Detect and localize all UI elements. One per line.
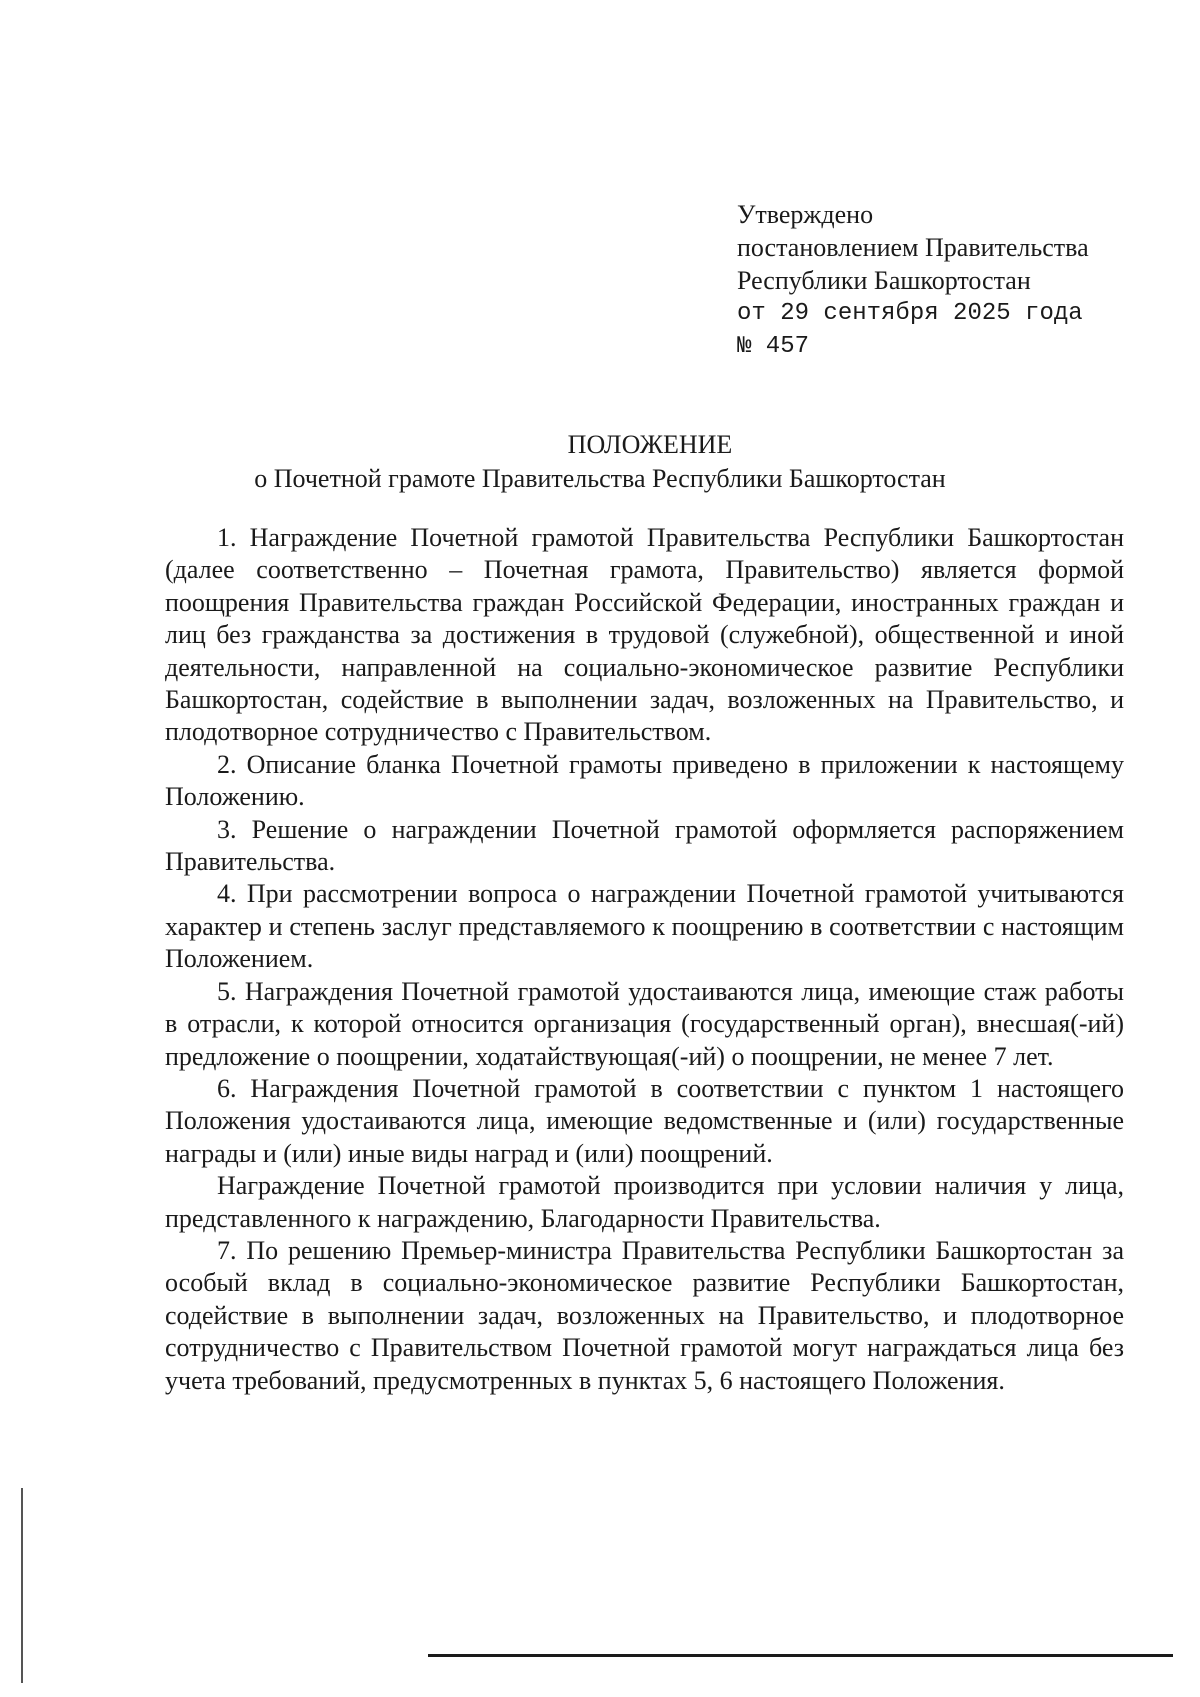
paragraph-1: 1. Награждение Почетной грамотой Правительства Республики Башкортостан (далее соответственно – Почетная грамота, Правительство) является формой поощрения Правительства граждан Российской Федерации, иностранных граждан и лиц без гражданства за достижения в трудовой (служебной), общественной и иной деятельности, направленной на социально-экономическое развитие Республики Башкортостан, содействие в выполнении задач, возложенных на Правительство, и плодотворное сотрудничество с Правительством. <box>165 523 1124 747</box>
paragraph-3: 3. Решение о награждении Почетной грамотой оформляется распоряжением Правительства. <box>165 814 1124 877</box>
paragraph-6: 6. Награждения Почетной грамотой в соответствии с пунктом 1 настоящего Положения удостаиваются лица, имеющие ведомственные и (или) государственные награды и (или) иные виды наград и (или) поощрений. <box>165 1073 1124 1168</box>
bottom-rule <box>428 1654 1173 1657</box>
document-heading: ПОЛОЖЕНИЕ <box>567 430 733 459</box>
approval-number: № 457 <box>737 333 810 360</box>
approval-date: от 29 сентября 2025 года <box>737 300 1083 327</box>
scan-edge-line <box>21 1488 23 1683</box>
document-title <box>0 428 1200 496</box>
approval-line-resolution: постановлением Правительства <box>737 233 1089 262</box>
paragraph-7: 7. По решению Премьер-министра Правительства Республики Башкортостан за особый вклад в социально-экономическое развитие Республики Башкортостан, содействие в выполнении задач, возложенных на Правительство, и плодотворное сотрудничество с Правительством Почетной грамотой могут награждаться лица без учета требований, предусмотренных в пунктах 5, 6 настоящего Положения. <box>165 1235 1124 1395</box>
approval-block <box>737 198 1089 363</box>
paragraph-6-continued: Награждение Почетной грамотой производится при условии наличия у лица, представленного к награждению, Благодарности Правительства. <box>165 1171 1124 1233</box>
approval-line-approved: Утверждено <box>737 200 874 229</box>
document-body <box>165 522 1124 1397</box>
document-subheading: о Почетной грамоте Правительства Республики Башкортостан <box>254 464 946 493</box>
paragraph-5: 5. Награждения Почетной грамотой удостаиваются лица, имеющие стаж работы в отрасли, к которой относится организация (государственный орган), внесшая(-ий) предложение о поощрении, ходатайствующая(-ий) о поощрении, не менее 7 лет. <box>165 976 1124 1071</box>
paragraph-2: 2. Описание бланка Почетной грамоты приведено в приложении к настоящему Положению. <box>165 749 1124 812</box>
paragraph-4: 4. При рассмотрении вопроса о награждении Почетной грамотой учитываются характер и степень заслуг представляемого к поощрению в соответствии с настоящим Положением. <box>165 879 1124 974</box>
approval-line-republic: Республики Башкортостан <box>737 266 1031 295</box>
